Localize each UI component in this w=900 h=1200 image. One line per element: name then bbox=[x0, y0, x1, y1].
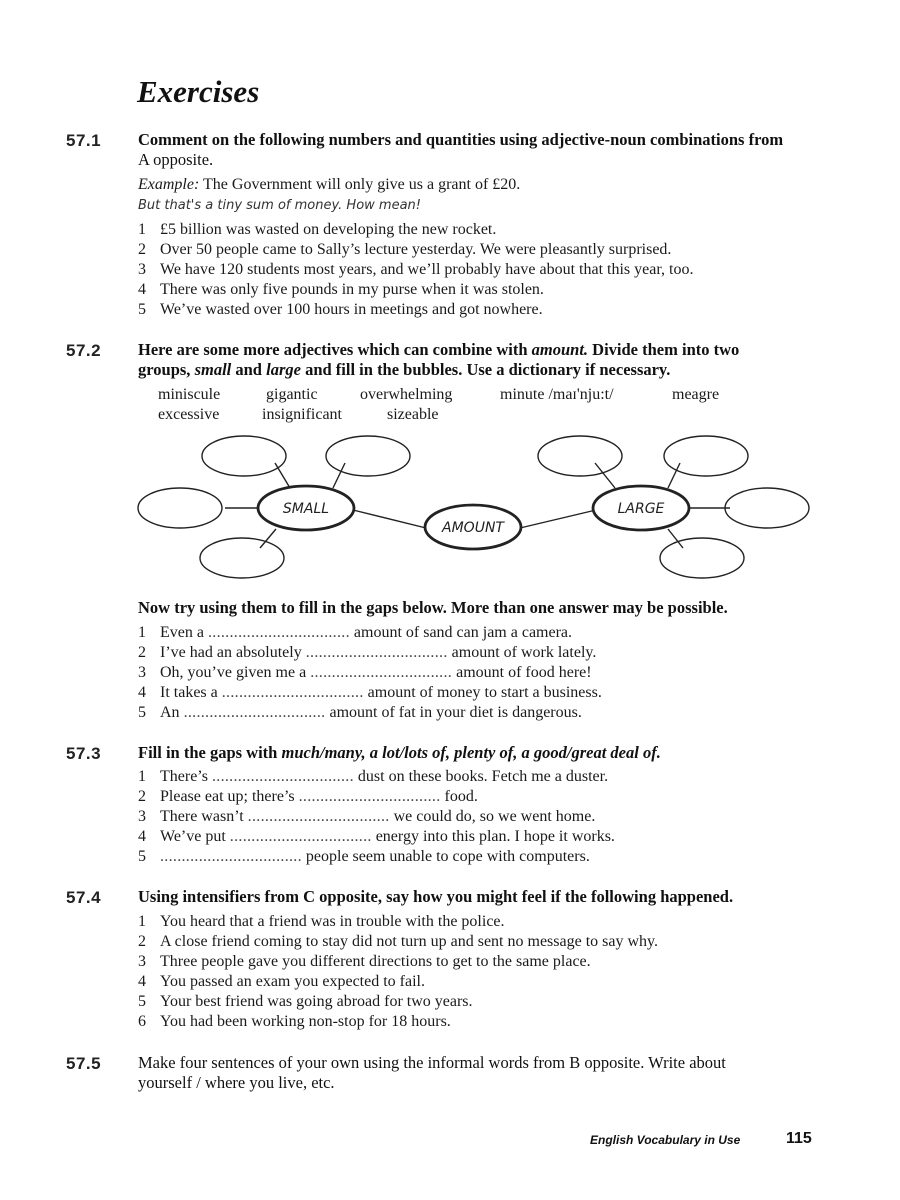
list-item: 1 £5 billion was wasted on developing the new rocket. bbox=[138, 221, 497, 238]
gap-item: 2 I’ve had an absolutely ................................. amount of work lately. bbox=[138, 644, 597, 661]
list-item: 4 You passed an exam you expected to fail. bbox=[138, 973, 425, 990]
word: meagre bbox=[672, 386, 720, 403]
word: miniscule bbox=[158, 386, 221, 403]
page-title: Exercises bbox=[137, 74, 260, 109]
empty-bubble[interactable] bbox=[200, 538, 284, 578]
list-item: 2 Over 50 people came to Sally’s lecture yesterday. We were pleasantly surprised. bbox=[138, 241, 672, 258]
example-answer: But that's a tiny sum of money. How mean! bbox=[138, 198, 421, 213]
word: minute /maɪ'nju:t/ bbox=[500, 386, 614, 403]
empty-bubble[interactable] bbox=[664, 436, 748, 476]
connector-line bbox=[595, 463, 615, 488]
empty-bubble[interactable] bbox=[660, 538, 744, 578]
gaps-instruction: Now try using them to fill in the gaps below. More than one answer may be possible. bbox=[138, 598, 728, 617]
list-item: 4 There was only five pounds in my purse when it was stolen. bbox=[138, 281, 544, 298]
gap-item: 1 Even a ................................. amount of sand can jam a camera. bbox=[138, 624, 573, 641]
word: overwhelming bbox=[360, 386, 453, 403]
exercise-number: 57.1 bbox=[66, 131, 102, 150]
exercise-instruction: Here are some more adjectives which can combine with amount. Divide them into two groups, small and large and fill in the bubbles. Use a dictionary if necessary. bbox=[138, 340, 740, 379]
small-label: SMALL bbox=[282, 501, 330, 517]
word: insignificant bbox=[262, 406, 342, 423]
empty-bubble[interactable] bbox=[202, 436, 286, 476]
list-item: 1 You heard that a friend was in trouble with the police. bbox=[138, 913, 505, 930]
connector-line bbox=[353, 510, 426, 528]
list-item: 6 You had been working non-stop for 18 hours. bbox=[138, 1013, 451, 1030]
empty-bubble[interactable] bbox=[138, 488, 222, 528]
gap-item: 1 There’s ................................. dust on these books. Fetch me a duster. bbox=[138, 768, 609, 785]
connector-line bbox=[275, 463, 290, 488]
exercise-instruction: Using intensifiers from C opposite, say how you might feel if the following happened. bbox=[138, 887, 734, 906]
exercise-number: 57.2 bbox=[66, 341, 102, 360]
gap-item: 4 It takes a ................................. amount of money to start a business. bbox=[138, 684, 602, 701]
gap-item: 5 An ................................. amount of fat in your diet is dangerous. bbox=[138, 704, 582, 721]
gap-item: 4 We’ve put ................................. energy into this plan. I hope it works. bbox=[138, 828, 615, 845]
exercise-number: 57.4 bbox=[66, 888, 102, 907]
gap-item: 5 ................................. people seem unable to cope with computers. bbox=[138, 848, 590, 865]
empty-bubble[interactable] bbox=[538, 436, 622, 476]
exercise-number: 57.3 bbox=[66, 744, 102, 763]
gap-item: 3 There wasn’t ................................. we could do, so we went home. bbox=[138, 808, 596, 825]
word: gigantic bbox=[266, 386, 318, 403]
list-item: 2 A close friend coming to stay did not turn up and sent no message to say why. bbox=[138, 933, 658, 950]
list-item: 3 Three people gave you different directions to get to the same place. bbox=[138, 953, 591, 970]
page-number: 115 bbox=[786, 1130, 812, 1147]
word: sizeable bbox=[387, 406, 439, 423]
gap-item: 2 Please eat up; there’s ................................. food. bbox=[138, 788, 478, 805]
connector-line bbox=[520, 510, 596, 528]
word: excessive bbox=[158, 406, 220, 423]
list-item: 5 We’ve wasted over 100 hours in meetings and got nowhere. bbox=[138, 301, 543, 318]
list-item: 3 We have 120 students most years, and we’ll probably have about that this year, too. bbox=[138, 261, 694, 278]
exercise-instruction: Make four sentences of your own using the informal words from B opposite. Write about yourself / where you live, etc. bbox=[138, 1053, 726, 1092]
exercise-instruction: Comment on the following numbers and quantities using adjective-noun combinations from A opposite. bbox=[138, 130, 784, 169]
exercise-instruction: Fill in the gaps with much/many, a lot/lots of, plenty of, a good/great deal of. bbox=[138, 743, 661, 762]
gap-item: 3 Oh, you’ve given me a ................................. amount of food here! bbox=[138, 664, 592, 681]
bubble-diagram bbox=[130, 428, 820, 588]
list-item: 5 Your best friend was going abroad for two years. bbox=[138, 993, 473, 1010]
empty-bubble[interactable] bbox=[326, 436, 410, 476]
empty-bubble[interactable] bbox=[725, 488, 809, 528]
exercise-number: 57.5 bbox=[66, 1054, 102, 1073]
example-line: Example: The Government will only give us a grant of £20. bbox=[138, 176, 521, 193]
connector-line bbox=[333, 463, 345, 488]
book-title: English Vocabulary in Use bbox=[590, 1133, 741, 1147]
large-label: LARGE bbox=[617, 501, 665, 517]
amount-label: AMOUNT bbox=[442, 520, 504, 536]
